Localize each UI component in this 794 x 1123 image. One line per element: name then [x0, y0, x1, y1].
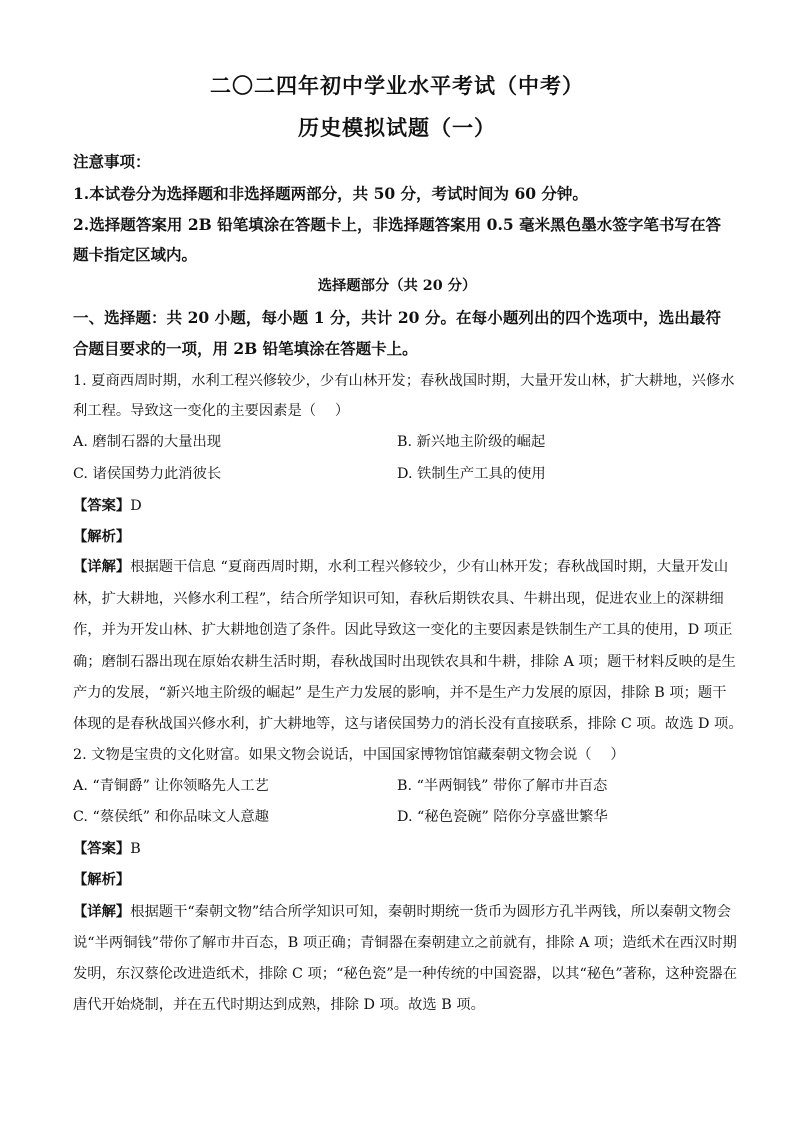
q1-detail-line-4: 确；磨制石器出现在原始农耕生活时期，春秋战国时出现铁农具和牛耕，排除 A 项；题干材料反映的是生	[73, 654, 736, 670]
section-instruction-line-2: 合题目要求的一项，用 2B 铅笔填涂在答题卡上。	[73, 339, 418, 358]
q2-detail-line-2: 说“半两铜钱”带你了解市井百态，B 项正确；青铜器在秦朝建立之前就有，排除 A 项；造纸术在西汉时期	[73, 935, 737, 951]
q1-answer-tag: 【答案】	[73, 498, 131, 514]
section-title: 选择题部分（共 20 分）	[317, 278, 477, 294]
q2-detail-text-1: 根据题干“秦朝文物”结合所学知识可知，秦朝时期统一货币为圆形方孔半两钱，所以秦朝文物会	[130, 904, 731, 920]
q1-option-b: B. 新兴地主阶级的崛起	[397, 434, 546, 450]
q1-detail-line-2: 林，扩大耕地，兴修水利工程”，结合所学知识可知，春秋后期铁农具、牛耕出现，促进农业上的深耕细	[73, 591, 724, 607]
q1-detail-line-6: 体现的是春秋战国兴修水利，扩大耕地等，这与诸侯国势力的消长没有直接联系，排除 C 项。故选 D 项。	[73, 716, 743, 732]
notes-heading: 注意事项：	[73, 152, 151, 171]
q1-detail-tag: 【详解】	[73, 559, 131, 575]
notes-item-1: 1.本试卷分为选择题和非选择题两部分，共 50 分，考试时间为 60 分钟。	[73, 184, 588, 203]
q1-option-c: C. 诸侯国势力此消彼长	[73, 466, 222, 482]
q1-answer	[73, 495, 721, 515]
q2-option-c: C. “蔡侯纸” 和你品味文人意趣	[73, 809, 269, 825]
notes-item-2-line-1: 2.选择题答案用 2B 铅笔填涂在答题卡上，非选择题答案用 0.5 毫米黑色墨水签字笔书写在答	[73, 215, 721, 234]
q2-option-a: A. “青铜爵” 让你领略先人工艺	[73, 778, 269, 794]
exam-title: 二〇二四年初中学业水平考试（中考）	[210, 73, 584, 98]
notes-item-2-line-2: 题卡指定区域内。	[73, 245, 198, 264]
section-instruction-line-1: 一、选择题：共 20 小题，每小题 1 分，共计 20 分。在每小题列出的四个选项中，选出最符	[73, 308, 721, 327]
q1-option-a: A. 磨制石器的大量出现	[73, 434, 222, 450]
exam-subtitle: 历史模拟试题（一）	[298, 115, 496, 140]
q1-stem-line-1: 1. 夏商西周时期，水利工程兴修较少，少有山林开发；春秋战国时期，大量开发山林，扩大耕地，兴修水	[73, 373, 735, 389]
q2-stem-line-1: 2. 文物是宝贵的文化财富。如果文物会说话，中国国家博物馆馆藏秦朝文物会说（ ）	[73, 747, 625, 763]
q1-option-d: D. 铁制生产工具的使用	[397, 466, 546, 482]
q2-analysis-tag: 【解析】	[73, 872, 131, 888]
q1-analysis-tag: 【解析】	[73, 529, 131, 545]
q2-detail-line-4: 唐代开始烧制，并在五代时期达到成熟，排除 D 项。故选 B 项。	[73, 997, 485, 1013]
q2-detail-line-1	[73, 901, 731, 921]
q1-detail-line-3: 作，并为开发山林、扩大耕地创造了条件。因此导致这一变化的主要因素是铁制生产工具的使用，D 项正	[73, 622, 733, 638]
q2-answer-value: B	[130, 841, 141, 857]
q1-stem-line-2: 利工程。导致这一变化的主要因素是（ ）	[73, 403, 350, 419]
q1-detail-line-5: 产力的发展，“新兴地主阶级的崛起” 是生产力发展的影响，并不是生产力发展的原因，排除 B 项；题干	[73, 685, 727, 701]
q1-detail-text-1: 根据题干信息 “夏商西周时期，水利工程兴修较少，少有山林开发；春秋战国时期，大量开发山	[130, 559, 729, 575]
q2-answer-tag: 【答案】	[73, 841, 131, 857]
q2-detail-tag: 【详解】	[73, 904, 131, 920]
q2-option-d: D. “秘色瓷碗” 陪你分享盛世繁华	[397, 809, 608, 825]
q2-detail-line-3: 发明，东汉蔡伦改进造纸术，排除 C 项；“秘色瓷”是一种传统的中国瓷器，以其“秘色”著称，这种瓷器在	[73, 966, 738, 982]
q2-answer	[73, 838, 721, 858]
q1-answer-value: D	[130, 498, 142, 514]
q1-detail-line-1	[73, 556, 729, 576]
q2-option-b: B. “半两铜钱” 带你了解市井百态	[397, 778, 608, 794]
